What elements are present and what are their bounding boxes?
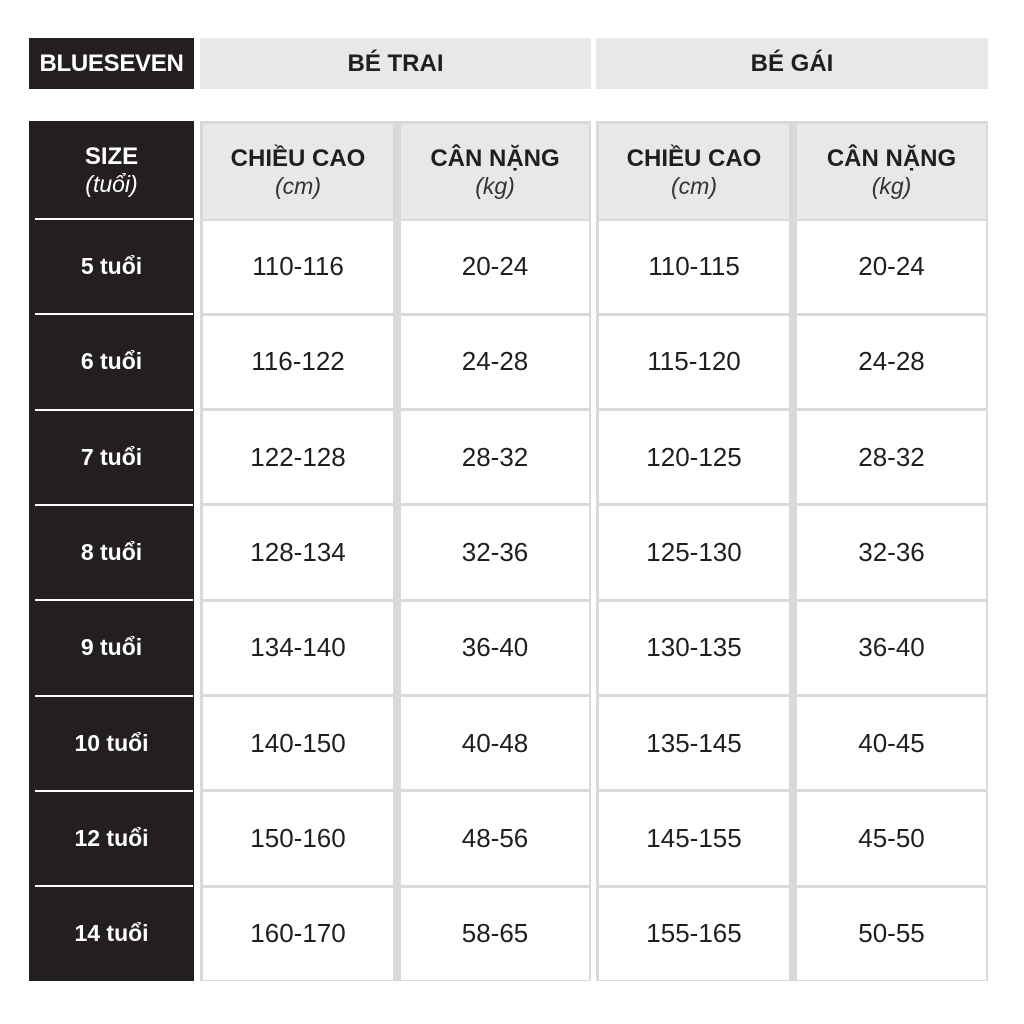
size-header-unit: (tuổi): [85, 171, 138, 197]
boys-height-cell: 122-128: [203, 411, 393, 503]
girls-height-cell: 110-115: [599, 221, 789, 313]
size-column: [29, 121, 194, 981]
weight-column-header: [797, 124, 986, 219]
column-header-unit: (cm): [671, 172, 717, 199]
size-cell: 7 tuổi: [80, 443, 143, 470]
size-cell: 5 tuổi: [80, 253, 143, 280]
group-header-girls: BÉ GÁI: [596, 38, 988, 89]
boys-height-cell: 128-134: [203, 506, 393, 598]
height-column-header: [203, 124, 393, 219]
girls-weight-cell: 24-28: [797, 316, 986, 408]
boys-weight-cell: 32-36: [401, 506, 589, 598]
size-cell: 10 tuổi: [74, 729, 149, 756]
size-header-title: SIZE: [84, 143, 139, 170]
boys-weight-cell: 36-40: [401, 602, 589, 694]
size-header: [29, 121, 194, 219]
girls-height-cell: 115-120: [599, 316, 789, 408]
girls-height-cell: 125-130: [599, 506, 789, 598]
girls-weight-cell: 32-36: [797, 506, 986, 598]
group-header-boys: BÉ TRAI: [200, 38, 591, 89]
girls-height-cell: 135-145: [599, 697, 789, 789]
boys-weight-cell: 24-28: [401, 316, 589, 408]
girls-weight-cell: 40-45: [797, 697, 986, 789]
column-header-title: CHIỀU CAO: [230, 144, 366, 172]
girls-height-cell: 130-135: [599, 602, 789, 694]
boys-height-cell: 160-170: [203, 888, 393, 980]
height-column-header: [599, 124, 789, 219]
column-header-unit: (kg): [871, 172, 912, 199]
girls-table-panel: [596, 121, 988, 981]
boys-height-cell: 134-140: [203, 602, 393, 694]
column-header-title: CHIỀU CAO: [626, 144, 762, 172]
girls-weight-cell: 28-32: [797, 411, 986, 503]
size-cell: 12 tuổi: [74, 824, 149, 851]
size-cell: 6 tuổi: [80, 348, 143, 375]
girls-height-cell: 120-125: [599, 411, 789, 503]
column-header-title: CÂN NẶNG: [430, 144, 560, 172]
column-header-unit: (kg): [475, 172, 515, 199]
girls-height-cell: 155-165: [599, 888, 789, 980]
size-cell: 14 tuổi: [74, 920, 149, 947]
girls-weight-cell: 36-40: [797, 602, 986, 694]
size-cell: 9 tuổi: [80, 634, 143, 661]
size-cell: 8 tuổi: [80, 539, 143, 566]
weight-column-header: [401, 124, 589, 219]
boys-height-cell: 116-122: [203, 316, 393, 408]
column-header-unit: (cm): [275, 172, 321, 199]
boys-height-cell: 140-150: [203, 697, 393, 789]
boys-weight-cell: 48-56: [401, 792, 589, 884]
column-header-title: CÂN NẶNG: [826, 144, 957, 172]
girls-weight-cell: 45-50: [797, 792, 986, 884]
boys-weight-cell: 20-24: [401, 221, 589, 313]
boys-table-panel: [200, 121, 591, 981]
boys-weight-cell: 28-32: [401, 411, 589, 503]
boys-height-cell: 110-116: [203, 221, 393, 313]
girls-weight-cell: 20-24: [797, 221, 986, 313]
girls-height-cell: 145-155: [599, 792, 789, 884]
boys-weight-cell: 58-65: [401, 888, 589, 980]
girls-weight-cell: 50-55: [797, 888, 986, 980]
boys-weight-cell: 40-48: [401, 697, 589, 789]
boys-height-cell: 150-160: [203, 792, 393, 884]
brand-label: BLUESEVEN: [29, 38, 194, 89]
